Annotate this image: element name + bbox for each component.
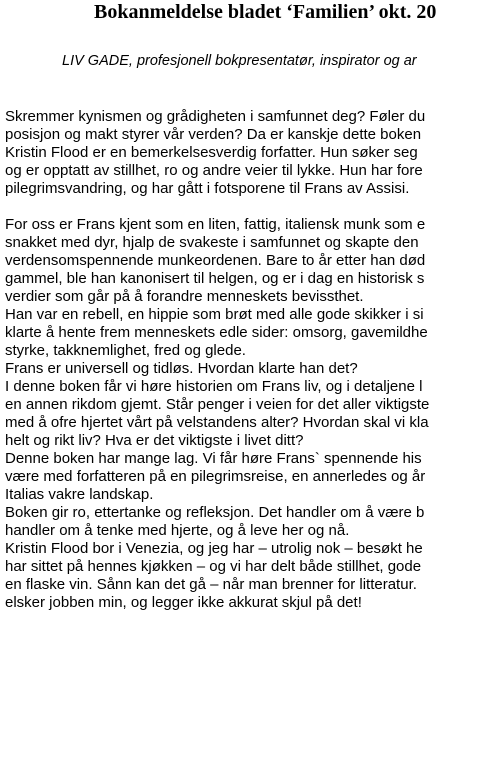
text-line: og er opptatt av stillhet, ro og andre veier til lykke. Hun har fore (5, 162, 423, 179)
text-line: klarte å hente frem menneskets edle sider: omsorg, gavemildhe (5, 324, 428, 341)
text-line: være med forfatteren på en pilegrimsreise, en annerledes og år (5, 468, 426, 485)
text-line: Kristin Flood er en bemerkelsesverdig forfatter. Hun søker seg (5, 144, 418, 161)
text-line: Skremmer kynismen og grådigheten i samfunnet deg? Føler du (5, 108, 426, 125)
text-line: handler om å tenke med hjerte, og å leve her og nå. (5, 522, 350, 539)
text-line: en annen rikdom gjemt. Står penger i veien for det aller viktigste (5, 396, 430, 413)
text-line: med å ofre hjertet vårt på velstandens alter? Hvordan skal vi kla (5, 414, 429, 431)
text-line: gammel, ble han kanonisert til helgen, og er i dag en historisk s (5, 270, 425, 287)
text-line: Denne boken har mange lag. Vi får høre Frans` spennende his (5, 450, 422, 467)
text-line: Boken gir ro, ettertanke og refleksjon. Det handler om å være b (5, 504, 425, 521)
text-line: pilegrimsvandring, og har gått i fotsporene til Frans av Assisi. (5, 180, 410, 197)
text-line: elsker jobben min, og legger ikke akkurat skjul på det! (5, 594, 362, 611)
paragraph-intro (5, 108, 429, 198)
paragraph-gap (5, 198, 429, 216)
text-line: For oss er Frans kjent som en liten, fattig, italiensk munk som e (5, 216, 426, 233)
text-line: en flaske vin. Sånn kan det gå – når man brenner for litteratur. (5, 576, 417, 593)
document-title: Bokanmeldelse bladet ‘Familien’ okt. 20 (94, 1, 437, 23)
text-line: verdensomspennende munkeordenen. Bare to år etter han død (5, 252, 426, 269)
text-line: Kristin Flood bor i Venezia, og jeg har – utrolig nok – besøkt he (5, 540, 423, 557)
text-line: snakket med dyr, hjalp de svakeste i samfunnet og skapte den (5, 234, 419, 251)
document-subtitle: LIV GADE, profesjonell bokpresentatør, inspirator og ar (62, 53, 417, 69)
paragraph-main (5, 216, 429, 612)
text-line: posisjon og makt styrer vår verden? Da er kanskje dette boken (5, 126, 422, 143)
text-line: Frans er universell og tidløs. Hvordan klarte han det? (5, 360, 358, 377)
text-line: styrke, takknemlighet, fred og glede. (5, 342, 246, 359)
text-line: Italias vakre landskap. (5, 486, 154, 503)
text-line: verdier som går på å forandre menneskets bevissthet. (5, 288, 364, 305)
text-line: helt og rikt liv? Hva er det viktigste i livet ditt? (5, 432, 304, 449)
text-line: Han var en rebell, en hippie som brøt med alle gode skikker i si (5, 306, 424, 323)
document-body (5, 108, 429, 612)
text-line: har sittet på hennes kjøkken – og vi har delt både stillhet, gode (5, 558, 422, 575)
text-line: I denne boken får vi høre historien om Frans liv, og i detaljene l (5, 378, 423, 395)
